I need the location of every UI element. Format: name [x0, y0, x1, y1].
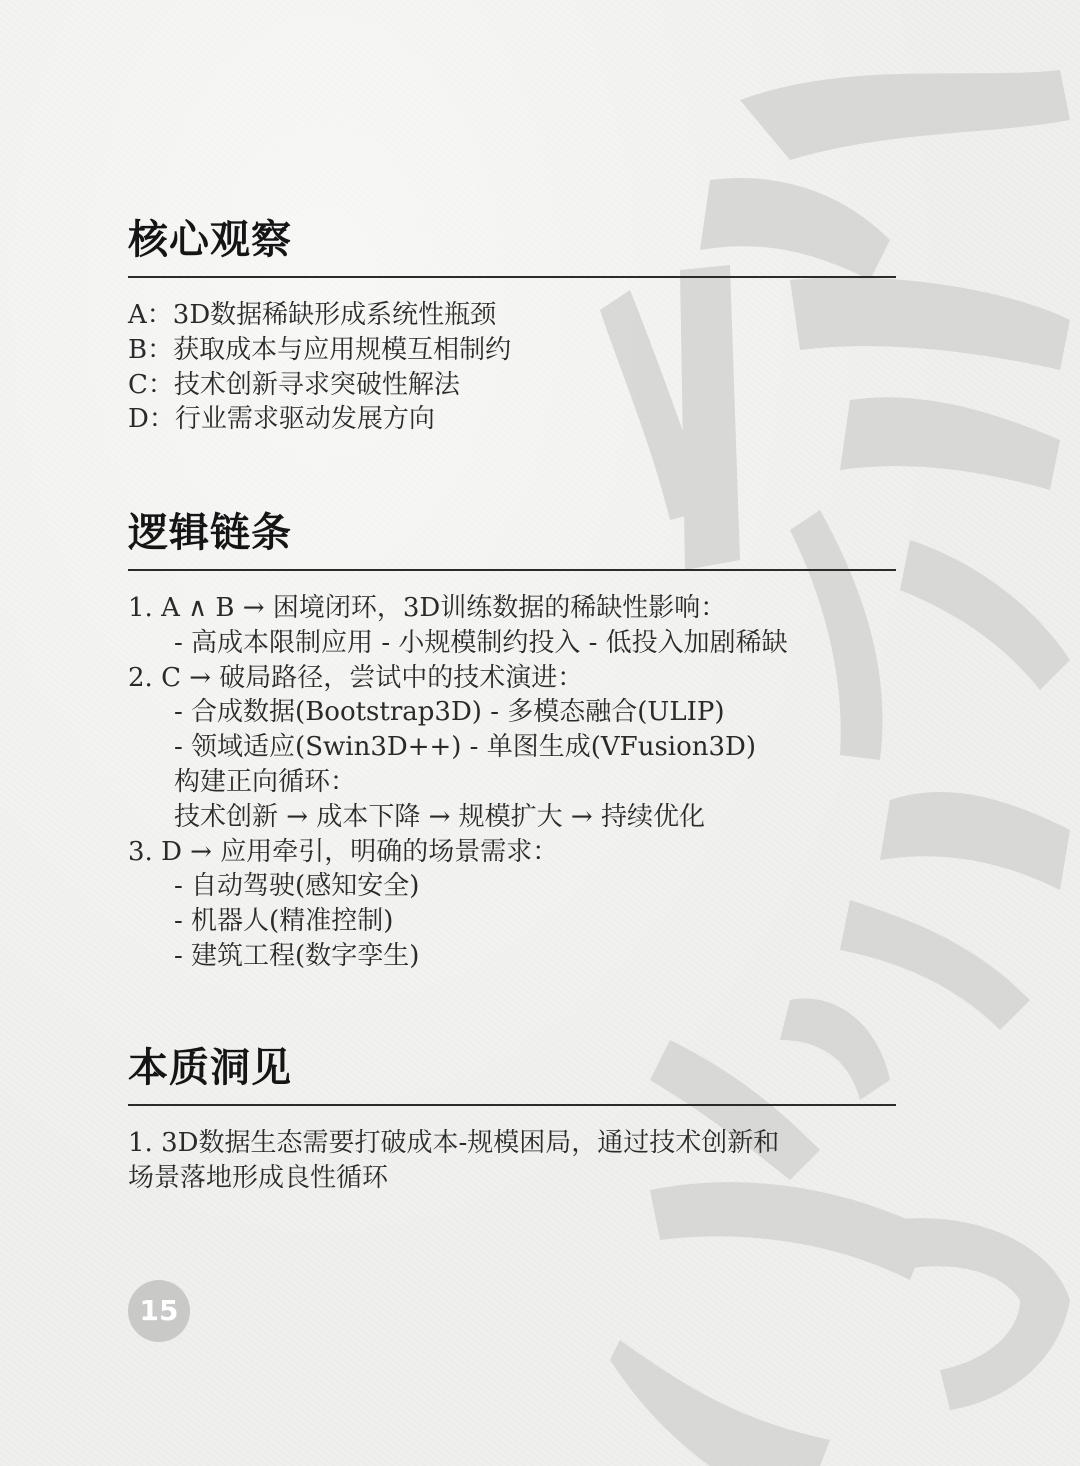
divider	[128, 569, 896, 571]
observation-item: D：行业需求驱动发展方向	[128, 404, 435, 435]
logic-item: 3. D → 应用牵引，明确的场景需求：	[128, 836, 559, 867]
observation-item: C：技术创新寻求突破性解法	[128, 369, 460, 400]
logic-item: 1. A ∧ B → 困境闭环，3D训练数据的稀缺性影响：	[128, 593, 727, 623]
divider	[128, 276, 896, 278]
section-title: 核心观察	[128, 217, 292, 263]
logic-subitem: - 建筑工程(数字孪生)	[174, 940, 420, 971]
page-number-badge: 15	[128, 1280, 190, 1342]
logic-item: 2. C → 破局路径，尝试中的技术演进：	[128, 662, 584, 693]
insight-item: 场景落地形成良性循环	[128, 1162, 389, 1193]
logic-subitem: - 合成数据(Bootstrap3D) - 多模态融合(ULIP)	[174, 697, 725, 728]
section-essential-insight	[128, 1040, 896, 1196]
logic-subitem: 构建正向循环：	[174, 766, 357, 797]
section-title: 本质洞见	[128, 1045, 292, 1091]
logic-subitem: - 机器人(精准控制)	[174, 906, 394, 937]
observation-item: B：获取成本与应用规模互相制约	[128, 334, 512, 365]
divider	[128, 1104, 896, 1106]
section-logic-chain	[128, 505, 896, 974]
logic-subitem: - 高成本限制应用 - 小规模制约投入 - 低投入加剧稀缺	[174, 627, 788, 658]
observation-item: A：3D数据稀缺形成系统性瓶颈	[128, 300, 497, 330]
logic-subitem: 技术创新 → 成本下降 → 规模扩大 → 持续优化	[174, 801, 705, 832]
section-title: 逻辑链条	[128, 510, 292, 556]
logic-subitem: - 领域适应(Swin3D++) - 单图生成(VFusion3D)	[174, 732, 757, 763]
logic-subitem: - 自动驾驶(感知安全)	[174, 871, 420, 902]
section-core-observations	[128, 212, 896, 437]
insight-item: 1. 3D数据生态需要打破成本-规模困局，通过技术创新和	[128, 1128, 780, 1158]
